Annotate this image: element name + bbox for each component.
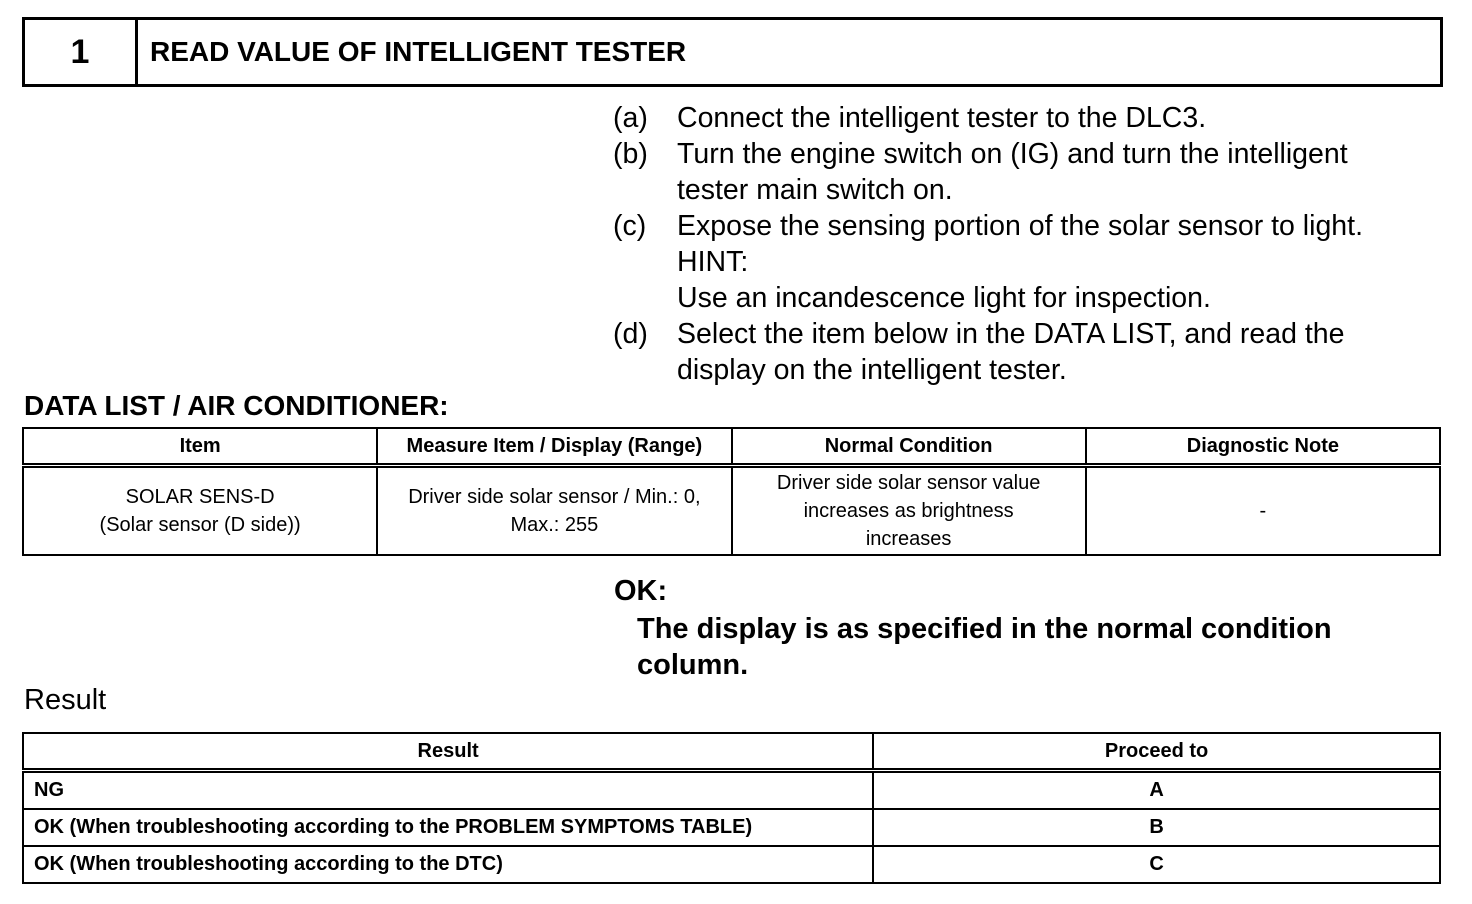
instruction-item: [613, 316, 1443, 388]
step-title: READ VALUE OF INTELLIGENT TESTER: [150, 36, 687, 67]
data-list-table: [22, 427, 1441, 556]
result-cell: NG: [23, 771, 873, 810]
table-cell: [377, 466, 731, 556]
column-header: Proceed to: [873, 733, 1440, 771]
table-header-row: [23, 428, 1440, 466]
column-header: Normal Condition: [732, 428, 1086, 466]
column-header: Result: [23, 733, 873, 771]
hint-text: Use an incandescence light for inspection.: [677, 282, 1211, 314]
table-row: [23, 846, 1440, 883]
result-title: Result: [24, 684, 107, 716]
instruction-list: [613, 100, 1443, 388]
instruction-item: [613, 136, 1443, 208]
column-header: Diagnostic Note: [1086, 428, 1440, 466]
instruction-line: tester main switch on.: [677, 174, 953, 206]
proceed-cell: B: [873, 809, 1440, 846]
instruction-label: (d): [613, 318, 648, 350]
cell-line: -: [1259, 500, 1267, 522]
step-header: [22, 17, 1443, 87]
ok-criteria-line: column.: [637, 649, 749, 681]
instruction-label: (b): [613, 138, 648, 170]
cell-line: Driver side solar sensor value: [776, 472, 1041, 494]
instruction-line: Turn the engine switch on (IG) and turn the intelligent: [677, 138, 1348, 170]
table-row: [23, 466, 1440, 556]
instruction-label: (a): [613, 102, 648, 134]
cell-line: increases as brightness: [803, 500, 1014, 522]
instruction-item: [613, 100, 1443, 136]
cell-line: Driver side solar sensor / Min.: 0,: [408, 486, 701, 508]
ok-criteria-line: The display is as specified in the normal condition: [637, 613, 1332, 645]
column-header: Item: [23, 428, 377, 466]
cell-line: Max.: 255: [510, 514, 599, 536]
column-header: Measure Item / Display (Range): [377, 428, 731, 466]
step-number: 1: [25, 20, 138, 84]
proceed-cell: A: [873, 771, 1440, 810]
proceed-cell: C: [873, 846, 1440, 883]
instruction-line: Expose the sensing portion of the solar sensor to light.: [677, 210, 1363, 242]
hint-label: HINT:: [677, 246, 749, 278]
data-list-title: DATA LIST / AIR CONDITIONER:: [24, 390, 449, 421]
table-row: [23, 809, 1440, 846]
table-cell: [23, 466, 377, 556]
result-cell: OK (When troubleshooting according to the DTC): [23, 846, 873, 883]
cell-line: (Solar sensor (D side)): [99, 514, 301, 536]
instruction-label: (c): [613, 210, 647, 242]
instruction-item: [613, 208, 1443, 316]
ok-label: OK:: [614, 575, 668, 607]
cell-line: increases: [865, 528, 952, 550]
ok-criteria: [637, 611, 1427, 683]
table-header-row: [23, 733, 1440, 771]
instruction-line: Select the item below in the DATA LIST, and read the: [677, 318, 1345, 350]
table-cell: [732, 466, 1086, 556]
instruction-line: Connect the intelligent tester to the DLC3.: [677, 102, 1207, 134]
table-cell: [1086, 466, 1440, 556]
result-cell: OK (When troubleshooting according to the PROBLEM SYMPTOMS TABLE): [23, 809, 873, 846]
instruction-line: display on the intelligent tester.: [677, 354, 1067, 386]
cell-line: SOLAR SENS-D: [125, 486, 275, 508]
table-row: [23, 771, 1440, 810]
result-table: [22, 732, 1441, 884]
